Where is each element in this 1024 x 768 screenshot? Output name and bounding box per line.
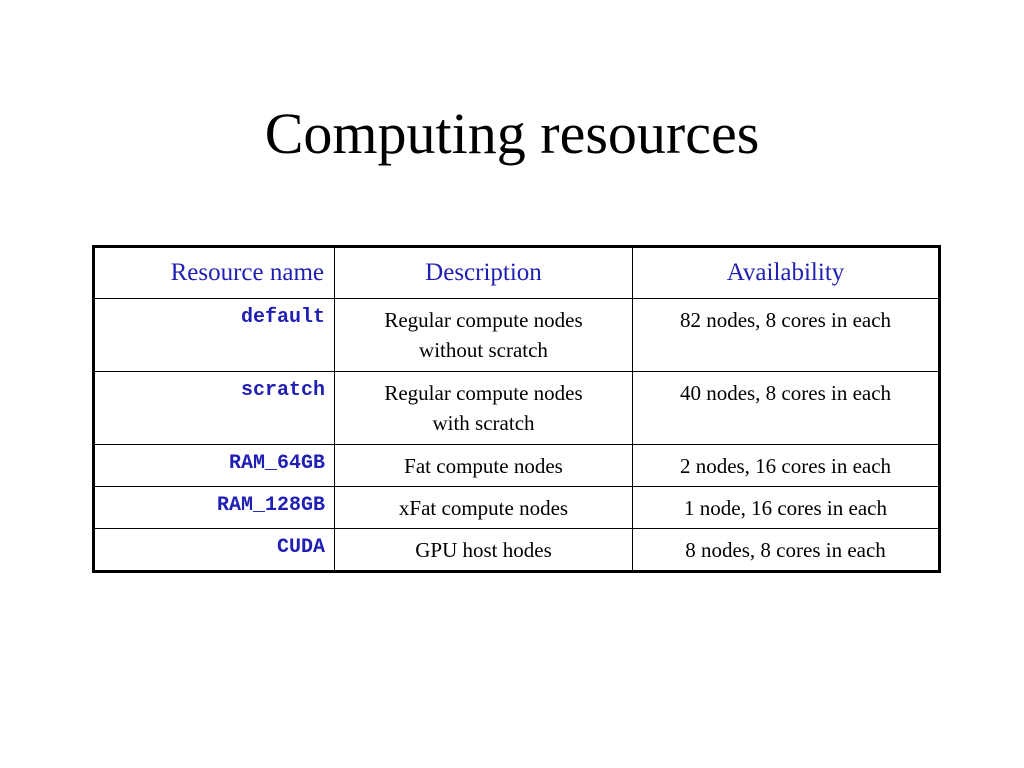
description-line: without scratch — [419, 338, 548, 362]
resources-table — [92, 245, 941, 573]
resource-name-cell: CUDA — [94, 529, 335, 572]
description-cell: GPU host hodes — [335, 529, 633, 572]
table-row — [94, 299, 940, 372]
description-cell — [335, 299, 633, 372]
table-row — [94, 529, 940, 572]
table-row — [94, 372, 940, 445]
description-line: with scratch — [432, 411, 535, 435]
table-row — [94, 445, 940, 487]
header-description: Description — [335, 247, 633, 299]
availability-cell: 40 nodes, 8 cores in each — [633, 372, 940, 445]
availability-cell: 1 node, 16 cores in each — [633, 487, 940, 529]
availability-cell: 82 nodes, 8 cores in each — [633, 299, 940, 372]
slide-title: Computing resources — [264, 101, 760, 166]
header-availability: Availability — [633, 247, 940, 299]
header-resource-name: Resource name — [94, 247, 335, 299]
description-cell: Fat compute nodes — [335, 445, 633, 487]
table-row — [94, 487, 940, 529]
resource-name-cell: scratch — [94, 372, 335, 445]
resource-name-cell: default — [94, 299, 335, 372]
resource-name-cell: RAM_128GB — [94, 487, 335, 529]
resource-name-cell: RAM_64GB — [94, 445, 335, 487]
description-line: Regular compute nodes — [384, 308, 583, 332]
description-line: Regular compute nodes — [384, 381, 583, 405]
description-cell: xFat compute nodes — [335, 487, 633, 529]
table-header-row — [94, 247, 940, 299]
availability-cell: 2 nodes, 16 cores in each — [633, 445, 940, 487]
resources-table-container — [92, 245, 941, 573]
description-cell — [335, 372, 633, 445]
availability-cell: 8 nodes, 8 cores in each — [633, 529, 940, 572]
